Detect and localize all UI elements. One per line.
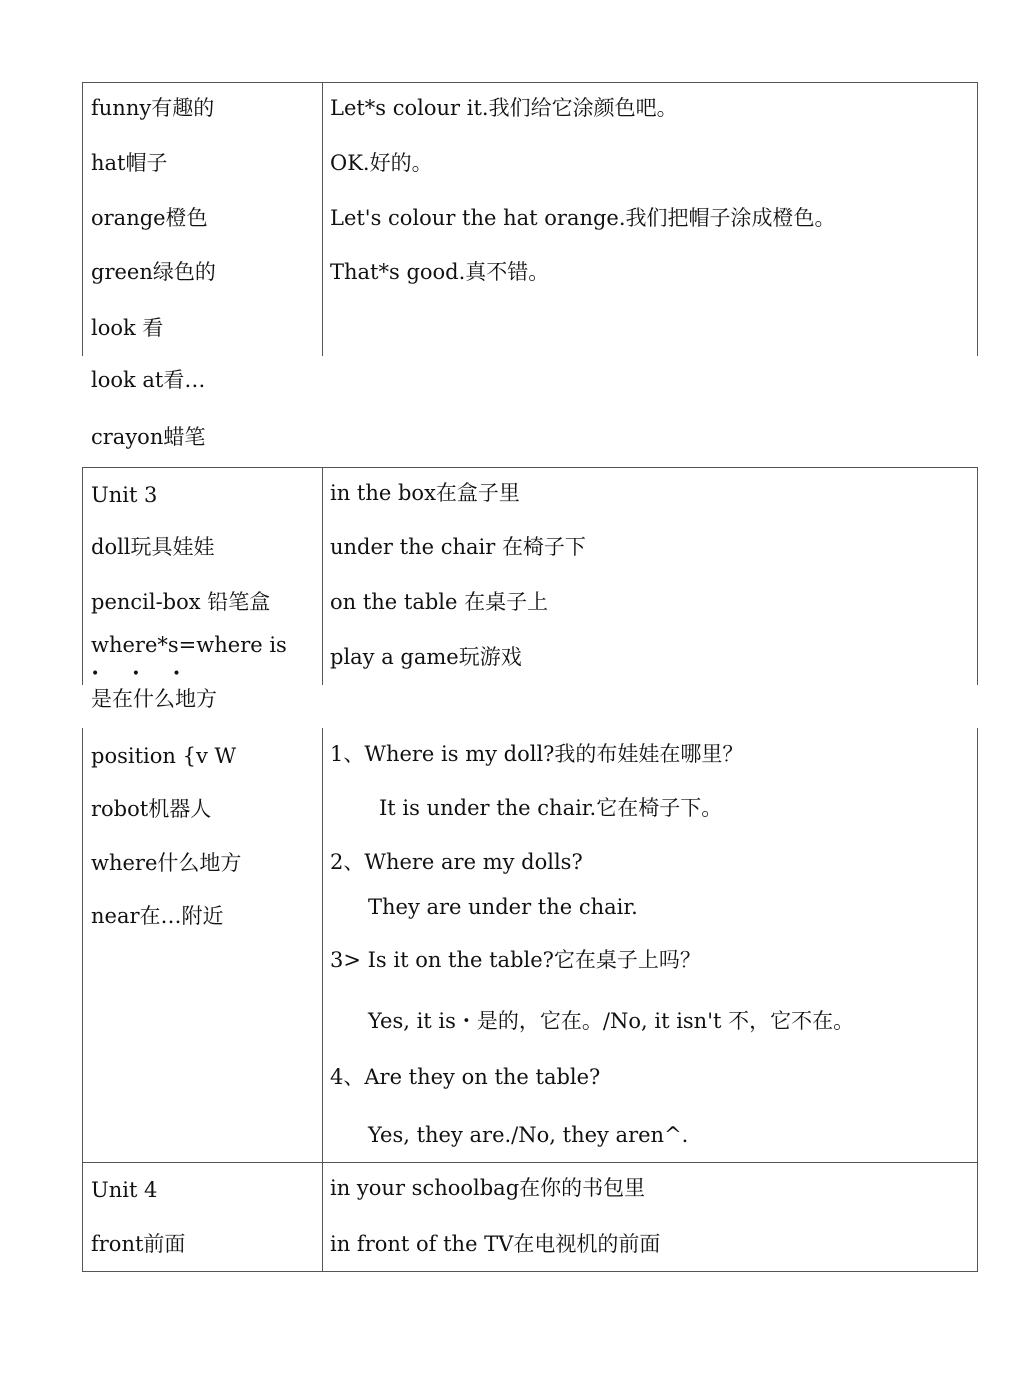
vocab-item: hat帽子 xyxy=(91,151,168,175)
phrase-item: in front of the TV在电视机的前面 xyxy=(330,1232,661,1256)
phrase-item: OK.好的。 xyxy=(330,151,433,175)
table-border-top xyxy=(82,82,978,83)
table-border-left xyxy=(82,467,83,685)
vocab-item: where*s=where is xyxy=(91,633,287,657)
phrase-item: That*s good.真不错。 xyxy=(330,260,550,284)
sentence-item: Yes, they are./No, they aren^. xyxy=(368,1123,689,1147)
table-border-right xyxy=(977,82,978,356)
table-border-bottom xyxy=(82,1271,978,1272)
table-border-right xyxy=(977,728,978,1272)
dots-mark: • • • xyxy=(91,666,195,682)
unit-heading: Unit 3 xyxy=(91,483,158,507)
vocab-item: crayon蜡笔 xyxy=(91,425,206,449)
phrase-item: in your schoolbag在你的书包里 xyxy=(330,1176,646,1200)
sentence-item: Yes, it is・是的，它在。/No, it isn't 不，它不在。 xyxy=(368,1009,855,1033)
vocab-item: robot机器人 xyxy=(91,797,212,821)
phrase-item: Let's colour the hat orange.我们把帽子涂成橙色。 xyxy=(330,206,836,230)
vocab-item: orange橙色 xyxy=(91,206,208,230)
phrase-item: under the chair 在椅子下 xyxy=(330,535,586,559)
vocab-item: near在…附近 xyxy=(91,904,224,928)
table-border-left xyxy=(82,82,83,356)
sentence-item: They are under the chair. xyxy=(368,895,638,919)
unit-heading: Unit 4 xyxy=(91,1178,158,1202)
vocab-item: green绿色的 xyxy=(91,260,216,284)
vocab-item: funny有趣的 xyxy=(91,96,215,120)
vocab-item: where什么地方 xyxy=(91,851,242,875)
vocab-item: look 看 xyxy=(91,316,164,340)
vocab-item: look at看… xyxy=(91,368,206,392)
sentence-item: 3> Is it on the table?它在桌子上吗？ xyxy=(330,948,701,972)
table-column-divider xyxy=(322,728,323,1272)
phrase-item: play a game玩游戏 xyxy=(330,645,522,669)
phrase-item: on the table 在桌子上 xyxy=(330,590,549,614)
phrase-item: in the box在盒子里 xyxy=(330,481,520,505)
table-border-top xyxy=(82,467,978,468)
table-row-divider xyxy=(82,1162,978,1163)
table-border-right xyxy=(977,467,978,685)
phrase-item: Let*s colour it.我们给它涂颜色吧。 xyxy=(330,96,678,120)
sentence-item: 4、Are they on the table? xyxy=(330,1065,601,1089)
vocab-item: 是在什么地方 xyxy=(91,687,217,711)
table-border-left xyxy=(82,728,83,1272)
sentence-item: 1、Where is my doll?我的布娃娃在哪里？ xyxy=(330,742,744,766)
table-column-divider xyxy=(322,467,323,685)
sentence-item: 2、Where are my dolls? xyxy=(330,850,583,874)
vocab-item: position {v W xyxy=(91,744,237,768)
vocab-item: pencil-box 铅笔盒 xyxy=(91,590,271,614)
sentence-item: It is under the chair.它在椅子下。 xyxy=(379,796,723,820)
vocab-item: doll玩具娃娃 xyxy=(91,535,215,559)
vocab-item: front前面 xyxy=(91,1232,186,1256)
table-column-divider xyxy=(322,82,323,356)
